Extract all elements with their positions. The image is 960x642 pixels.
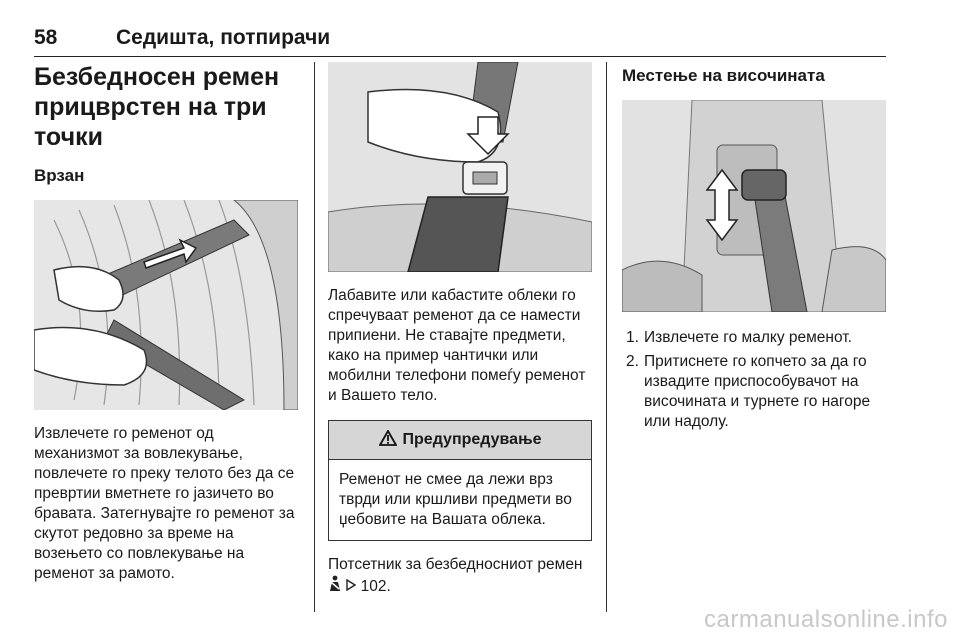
page-header — [34, 24, 886, 57]
height-adjuster-illustration — [622, 100, 886, 312]
chapter-title: Седишта, потпирачи — [116, 26, 331, 49]
warning-box — [328, 420, 592, 541]
section-subtitle: Врзан — [34, 166, 85, 185]
triangle-arrow-icon — [346, 578, 360, 595]
page-number: 58 — [34, 26, 58, 49]
column-divider-2 — [606, 62, 607, 612]
watermark: carmanualsonline.info — [704, 606, 948, 633]
buckle-illustration — [328, 62, 592, 272]
list-item: 1. Извлечете го малку ременот. — [626, 329, 852, 346]
warning-text: Ременот не смее да лежи врз тврди или кршливи предмети во џебовите на Вашата облека. — [339, 471, 572, 528]
column-divider-1 — [314, 62, 315, 612]
adjust-steps — [622, 328, 886, 432]
buckling-instructions: Извлечете го ременот од механизмот за вовлекување, повлечете го преку телото без да се превртии вметнете го јазичето во бравата. Затегнувајте го ременот за скутот редовно за време на возењето со повлекување на ременот за рамото. — [34, 425, 295, 582]
seatbelt-person-icon — [328, 578, 346, 595]
height-adjust-title: Местење на височината — [622, 66, 825, 85]
clothing-note: Лабавите или кабастите облеки го спречуваат ременот да се намести припиени. Не ставајте предмети, како на пример чантички или мобилни телефони помеѓу ременот и Вашето тело. — [328, 287, 586, 404]
warning-triangle-icon — [379, 430, 397, 451]
column-1 — [34, 62, 302, 584]
section-title: Безбедносен ремен прицврстен на три точки — [34, 63, 280, 151]
column-2 — [328, 62, 592, 597]
list-item: 2. Притиснете го копчето за да го извадите приспособувачот на височината и турнете го нагоре или надолу. — [626, 353, 871, 430]
buckling-illustration — [34, 200, 298, 410]
reminder-note: Потсетник за безбедносниот ремен 102. — [328, 556, 583, 595]
column-3 — [622, 62, 886, 436]
page-reference[interactable]: 102. — [360, 578, 391, 595]
warning-title: Предупредување — [402, 431, 542, 448]
warning-header — [329, 421, 591, 460]
